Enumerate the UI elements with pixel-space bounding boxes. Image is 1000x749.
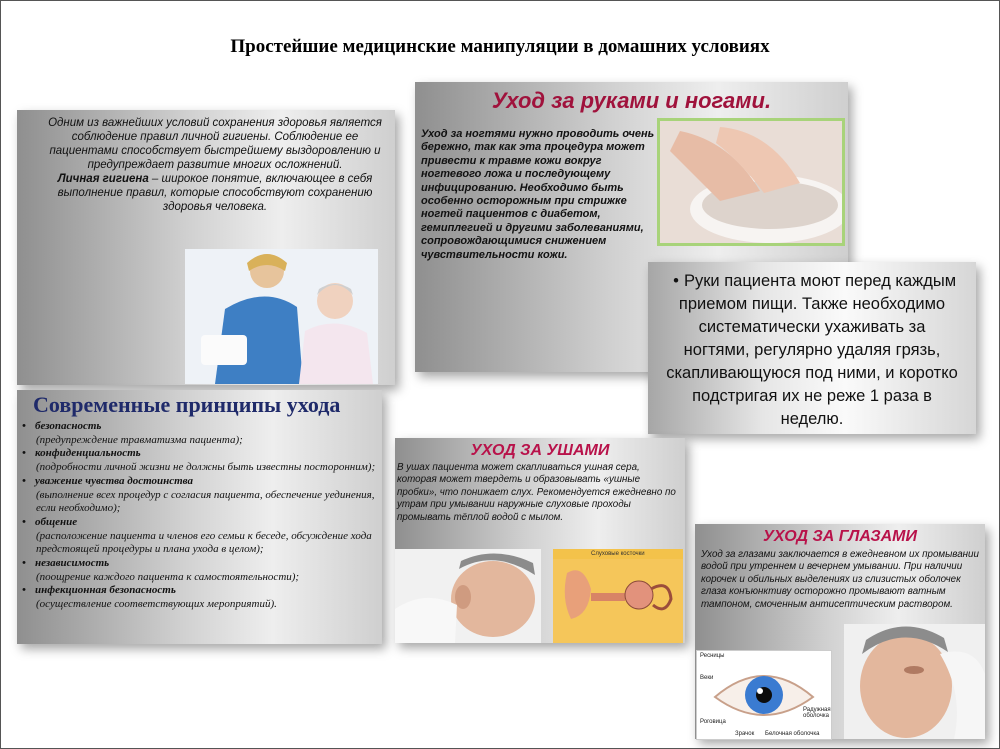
hand-washing-line: приемом пищи. Также необходимо [678, 295, 946, 313]
list-item: • инфекционная безопасность (осуществление соответствующих мероприятий). [21, 584, 379, 611]
hygiene-text [37, 116, 393, 214]
ear-anatomy-illustration [553, 549, 683, 643]
ear-cleaning-illustration [395, 549, 541, 643]
care-principles-heading: Современные принципы ухода [33, 392, 341, 417]
page-title: Простейшие медицинские манипуляции в домашних условиях [230, 36, 770, 57]
eye-cleaning-photo [844, 624, 985, 739]
list-item: • независимость (поощрение каждого пациента к самостоятельности); [21, 557, 379, 584]
foot-bath-illustration [660, 121, 842, 243]
ear-care-heading: УХОД ЗА УШАМИ [470, 442, 610, 459]
care-principles-list [21, 420, 379, 612]
list-item: • безопасность (предупреждение травматизма пациента); [21, 420, 379, 447]
eyelashes-label: Ресницы [700, 653, 725, 659]
eye-cleaning-illustration [844, 624, 985, 739]
hand-washing-line: подстригая их не реже 1 раза в [692, 387, 932, 405]
hygiene-definition: – широкое понятие, включающее в себя выполнение правил, которые способствуют сохранению здоровья человека. [57, 173, 373, 213]
list-item: • уважение чувства достоинства (выполнение всех процедур с согласия пациента, обеспечение уединения, если необходимо); [21, 475, 379, 516]
hygiene-term: Личная гигиена [57, 173, 149, 185]
hands-feet-heading: Уход за руками и ногами. [491, 88, 772, 113]
iris-label: Радужная оболочка [803, 707, 831, 719]
bullet-icon: • [673, 272, 679, 290]
eye-anatomy-illustration [697, 651, 831, 739]
hand-washing-line: • Руки пациента моют перед каждым [652, 270, 972, 293]
foot-bath-photo [657, 118, 845, 246]
eye-anatomy-diagram [696, 650, 832, 740]
hand-washing-panel [648, 262, 976, 434]
hand-washing-line: неделю. [780, 410, 844, 428]
eye-care-heading: УХОД ЗА ГЛАЗАМИ [762, 528, 918, 545]
list-item: • общение (расположение пациента и членов его семьи к беседе, обсуждение хода предстоящей процедуры и плана ухода в целом); [21, 516, 379, 557]
care-principles-panel [17, 390, 382, 644]
ear-care-text: В ушах пациента может скапливаться ушная сера, которая может твердеть и образовывать «ушные пробки», что понижает слух. Рекомендуется ежедневно по утрам при умывании наружные слуховые проходы промывать тёплой водой с мылом. [397, 462, 676, 523]
eye-care-text: Уход за глазами заключается в ежедневном их промывании водой при утреннем и вечернем умывании. При наличии корочек и обильных выделениях из слизистых оболочек глаза конъюнктиву осторожно промывают ватным тампоном, смоченным антисептическим раствором. [701, 549, 979, 610]
hand-washing-line: систематически ухаживать за [698, 318, 926, 336]
list-item: • конфиденциальность (подробности личной жизни не должны быть известны посторонним); [21, 447, 379, 474]
hygiene-intro: Одним из важнейших условий сохранения здоровья является соблюдение правил личной гигиены. Соблюдение ее пациентами способствует быстрейшему выздоровлению и предупреждает развитие многих осложнений. [48, 117, 382, 171]
eyelids-label: Веки [700, 675, 714, 681]
ear-diagram-title: Слуховые косточки [591, 551, 645, 557]
sclera-label: Белочная оболочка [765, 731, 820, 737]
hand-washing-line: скапливающуюся под ними, и коротко [666, 364, 958, 382]
hand-washing-line: ногтями, регулярно удаляя грязь, [683, 341, 941, 359]
ear-cleaning-photo [395, 549, 541, 643]
hand-washing-text [652, 270, 972, 431]
nurse-photo-illustration [185, 249, 378, 384]
cornea-label: Роговица [700, 719, 726, 725]
nurse-with-patient-photo [185, 249, 378, 384]
pupil-label: Зрачок [735, 731, 755, 737]
ear-anatomy-diagram [553, 549, 683, 643]
nail-care-text: Уход за ногтями нужно проводить очень бережно, так как эта процедура может привести к травме кожи вокруг ногтевого ложа и последующему инфицированию. Необходимо быть особенно осторожным при стрижке ногтей пациентов с диабетом, гемиплегией и другими заболеваниями, сопровождающимися снижением чувствительности кожи. [421, 128, 655, 261]
